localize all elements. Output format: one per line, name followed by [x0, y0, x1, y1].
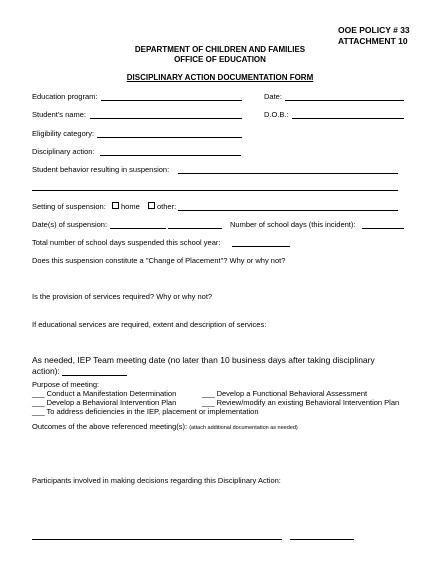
dates-field-2[interactable] — [168, 228, 222, 229]
office-title: OFFICE OF EDUCATION — [174, 55, 266, 64]
option-fba[interactable]: ___ Develop a Functional Behavioral Assessment — [202, 389, 368, 398]
iep-meeting-date-field[interactable] — [62, 375, 127, 376]
education-program-label: Education program: — [32, 92, 98, 101]
option-review-bip[interactable]: ___ Review/modify an existing Behavioral Intervention Plan — [202, 398, 400, 407]
date-field[interactable] — [285, 100, 404, 101]
eligibility-field[interactable] — [97, 137, 242, 138]
policy-number: OOE POLICY # 33 — [338, 25, 410, 35]
change-placement-question: Does this suspension constitute a "Change of Placement"? Why or why not? — [32, 256, 286, 265]
behavior-field[interactable] — [178, 173, 398, 174]
total-days-label: Total number of school days suspended this school year: — [32, 238, 221, 247]
behavior-field-2[interactable] — [32, 190, 398, 191]
other-label: other: — [157, 202, 177, 211]
eligibility-label: Eligibility category: — [32, 129, 95, 138]
participants-signature-field[interactable] — [32, 539, 282, 540]
disciplinary-action-label: Disciplinary action: — [32, 147, 95, 156]
home-checkbox[interactable] — [112, 202, 119, 209]
iep-meeting-text: As needed, IEP Team meeting date (no later than 10 business days after taking disciplinary — [32, 355, 375, 365]
outcomes-text: Outcomes of the above referenced meeting(s): — [32, 422, 188, 431]
home-label: home — [121, 202, 140, 211]
total-days-field[interactable] — [232, 246, 290, 247]
num-days-field[interactable] — [362, 228, 404, 229]
attachment-number: ATTACHMENT 10 — [338, 36, 408, 46]
students-name-label: Student's name: — [32, 110, 86, 119]
services-extent-question: If educational services are required, extent and description of services: — [32, 320, 267, 329]
education-program-field[interactable] — [101, 100, 242, 101]
outcomes-label — [32, 423, 298, 432]
option-develop-bip[interactable]: ___ Develop a Behavioral Intervention Plan — [32, 398, 177, 407]
option-iep-deficiencies[interactable]: ___ To address deficiencies in the IEP, placement or implementation — [32, 407, 259, 416]
services-required-question: Is the provision of services required? Why or why not? — [32, 292, 213, 301]
setting-label: Setting of suspension: — [32, 202, 106, 211]
dob-label: D.O.B.: — [264, 110, 289, 119]
disciplinary-action-field[interactable] — [100, 155, 241, 156]
behavior-label: Student behavior resulting in suspension: — [32, 165, 170, 174]
participants-date-field[interactable] — [290, 539, 354, 540]
department-title: DEPARTMENT OF CHILDREN AND FAMILIES — [134, 45, 306, 54]
form-title: DISCIPLINARY ACTION DOCUMENTATION FORM — [126, 73, 314, 82]
participants-label: Participants involved in making decisions regarding this Disciplinary Action: — [32, 476, 281, 485]
dates-label: Date(s) of suspension: — [32, 220, 108, 229]
date-label: Date: — [264, 92, 282, 101]
other-field[interactable] — [178, 210, 398, 211]
dates-field-1[interactable] — [110, 228, 166, 229]
iep-meeting-text-2: action): — [32, 366, 60, 376]
purpose-label: Purpose of meeting: — [32, 380, 100, 389]
option-manifestation[interactable]: ___ Conduct a Manifestation Determination — [32, 389, 177, 398]
students-name-field[interactable] — [90, 118, 242, 119]
dob-field[interactable] — [292, 118, 404, 119]
other-checkbox[interactable] — [148, 202, 155, 209]
outcomes-note: (attach additional documentation as needed) — [189, 425, 298, 431]
num-days-label: Number of school days (this incident): — [230, 220, 356, 229]
